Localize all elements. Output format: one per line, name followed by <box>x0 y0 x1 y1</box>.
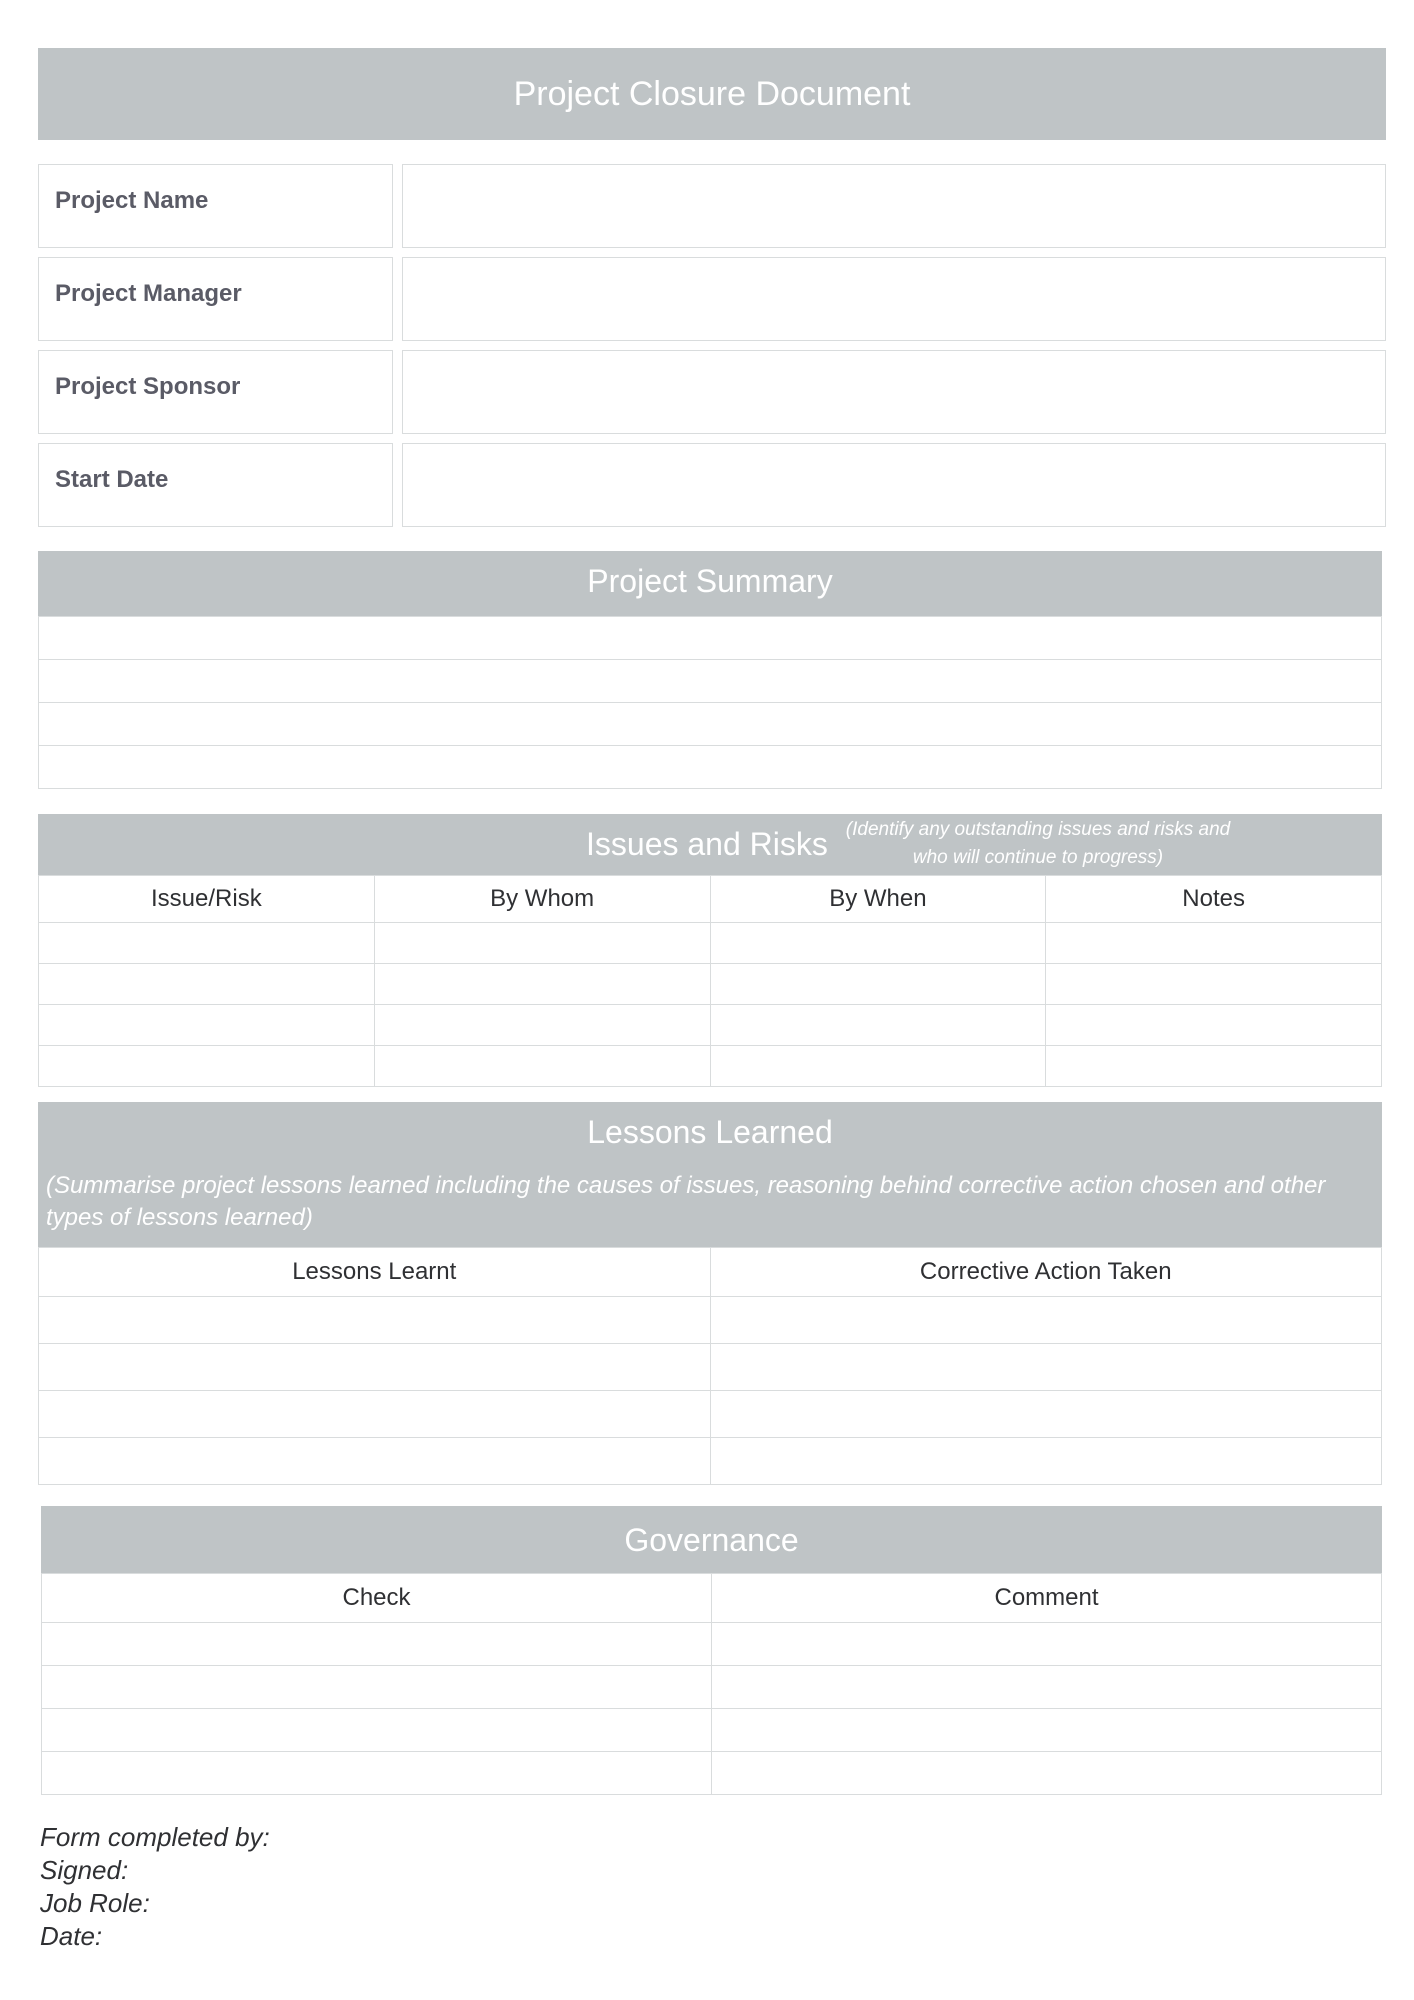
table-cell[interactable] <box>374 964 710 1005</box>
summary-heading-band <box>38 551 1382 617</box>
table-row <box>42 1623 1382 1666</box>
table-row <box>42 1666 1382 1709</box>
form-completed-by: Form completed by: <box>40 1822 270 1852</box>
table-cell[interactable] <box>710 1344 1382 1391</box>
summary-table <box>38 616 1382 789</box>
table-cell[interactable] <box>710 923 1046 964</box>
project-name-field[interactable] <box>402 164 1386 248</box>
table-cell[interactable] <box>712 1752 1382 1795</box>
table-row <box>39 1391 1382 1438</box>
column-header: Corrective Action Taken <box>710 1248 1382 1297</box>
signed-line: Signed: <box>40 1855 129 1885</box>
project-manager-field[interactable] <box>402 257 1386 341</box>
column-header: Check <box>42 1574 712 1623</box>
table-cell[interactable] <box>1046 1005 1382 1046</box>
table-row <box>39 1297 1382 1344</box>
table-cell[interactable] <box>710 1046 1046 1087</box>
table-cell[interactable] <box>374 1005 710 1046</box>
table-cell[interactable] <box>39 1297 711 1344</box>
table-row <box>39 746 1382 789</box>
table-cell[interactable] <box>710 1297 1382 1344</box>
table-header-row <box>39 1248 1382 1297</box>
table-row <box>39 1438 1382 1485</box>
issues-note: (Identify any outstanding issues and risks and who will continue to progress) <box>845 819 1231 868</box>
table-cell[interactable] <box>42 1709 712 1752</box>
table-cell[interactable] <box>710 1005 1046 1046</box>
lessons-table <box>38 1247 1382 1485</box>
lessons-heading-band <box>38 1102 1382 1248</box>
page-title: Project Closure Document <box>513 75 911 113</box>
table-row <box>39 660 1382 703</box>
table-row <box>39 1046 1382 1087</box>
table-row <box>39 923 1382 964</box>
summary-line[interactable] <box>39 617 1382 660</box>
table-cell[interactable] <box>1046 964 1382 1005</box>
table-row <box>42 1752 1382 1795</box>
table-header-row <box>42 1574 1382 1623</box>
title-band <box>38 48 1386 140</box>
issues-heading: Issues and Risks <box>586 826 828 862</box>
table-row <box>39 1005 1382 1046</box>
issues-table <box>38 875 1382 1087</box>
table-cell[interactable] <box>710 1438 1382 1485</box>
table-cell[interactable] <box>39 1046 375 1087</box>
start-date-field[interactable] <box>402 443 1386 527</box>
table-cell[interactable] <box>712 1666 1382 1709</box>
table-cell[interactable] <box>42 1752 712 1795</box>
table-row <box>42 1709 1382 1752</box>
summary-heading: Project Summary <box>587 563 833 599</box>
column-header: Comment <box>712 1574 1382 1623</box>
summary-line[interactable] <box>39 703 1382 746</box>
column-header: Issue/Risk <box>39 876 375 923</box>
column-header: By Whom <box>374 876 710 923</box>
table-row <box>39 617 1382 660</box>
table-cell[interactable] <box>712 1709 1382 1752</box>
lessons-heading: Lessons Learned <box>587 1114 833 1150</box>
column-header: By When <box>710 876 1046 923</box>
label-project-name: Project Name <box>38 164 393 248</box>
table-row <box>39 1344 1382 1391</box>
governance-heading: Governance <box>624 1522 799 1558</box>
table-cell[interactable] <box>42 1666 712 1709</box>
summary-line[interactable] <box>39 746 1382 789</box>
label-project-sponsor: Project Sponsor <box>38 350 393 434</box>
table-cell[interactable] <box>39 1391 711 1438</box>
summary-line[interactable] <box>39 660 1382 703</box>
table-cell[interactable] <box>39 1005 375 1046</box>
table-cell[interactable] <box>1046 923 1382 964</box>
table-cell[interactable] <box>39 923 375 964</box>
table-cell[interactable] <box>39 1344 711 1391</box>
project-sponsor-field[interactable] <box>402 350 1386 434</box>
governance-heading-band <box>41 1506 1382 1574</box>
table-header-row <box>39 876 1382 923</box>
label-project-manager: Project Manager <box>38 257 393 341</box>
table-cell[interactable] <box>374 923 710 964</box>
table-cell[interactable] <box>710 1391 1382 1438</box>
column-header: Notes <box>1046 876 1382 923</box>
lessons-note: (Summarise project lessons learned including the causes of issues, reasoning behind corrective action chosen and other types of lessons learned) <box>46 1172 1326 1231</box>
table-cell[interactable] <box>710 964 1046 1005</box>
date-line: Date: <box>40 1921 103 1951</box>
table-cell[interactable] <box>42 1623 712 1666</box>
table-cell[interactable] <box>39 964 375 1005</box>
table-row <box>39 964 1382 1005</box>
table-cell[interactable] <box>712 1623 1382 1666</box>
table-cell[interactable] <box>39 1438 711 1485</box>
job-role-line: Job Role: <box>40 1888 150 1918</box>
table-row <box>39 703 1382 746</box>
governance-table <box>41 1573 1382 1795</box>
table-cell[interactable] <box>1046 1046 1382 1087</box>
label-start-date: Start Date <box>38 443 393 527</box>
issues-heading-band <box>38 814 1382 876</box>
table-cell[interactable] <box>374 1046 710 1087</box>
column-header: Lessons Learnt <box>39 1248 711 1297</box>
